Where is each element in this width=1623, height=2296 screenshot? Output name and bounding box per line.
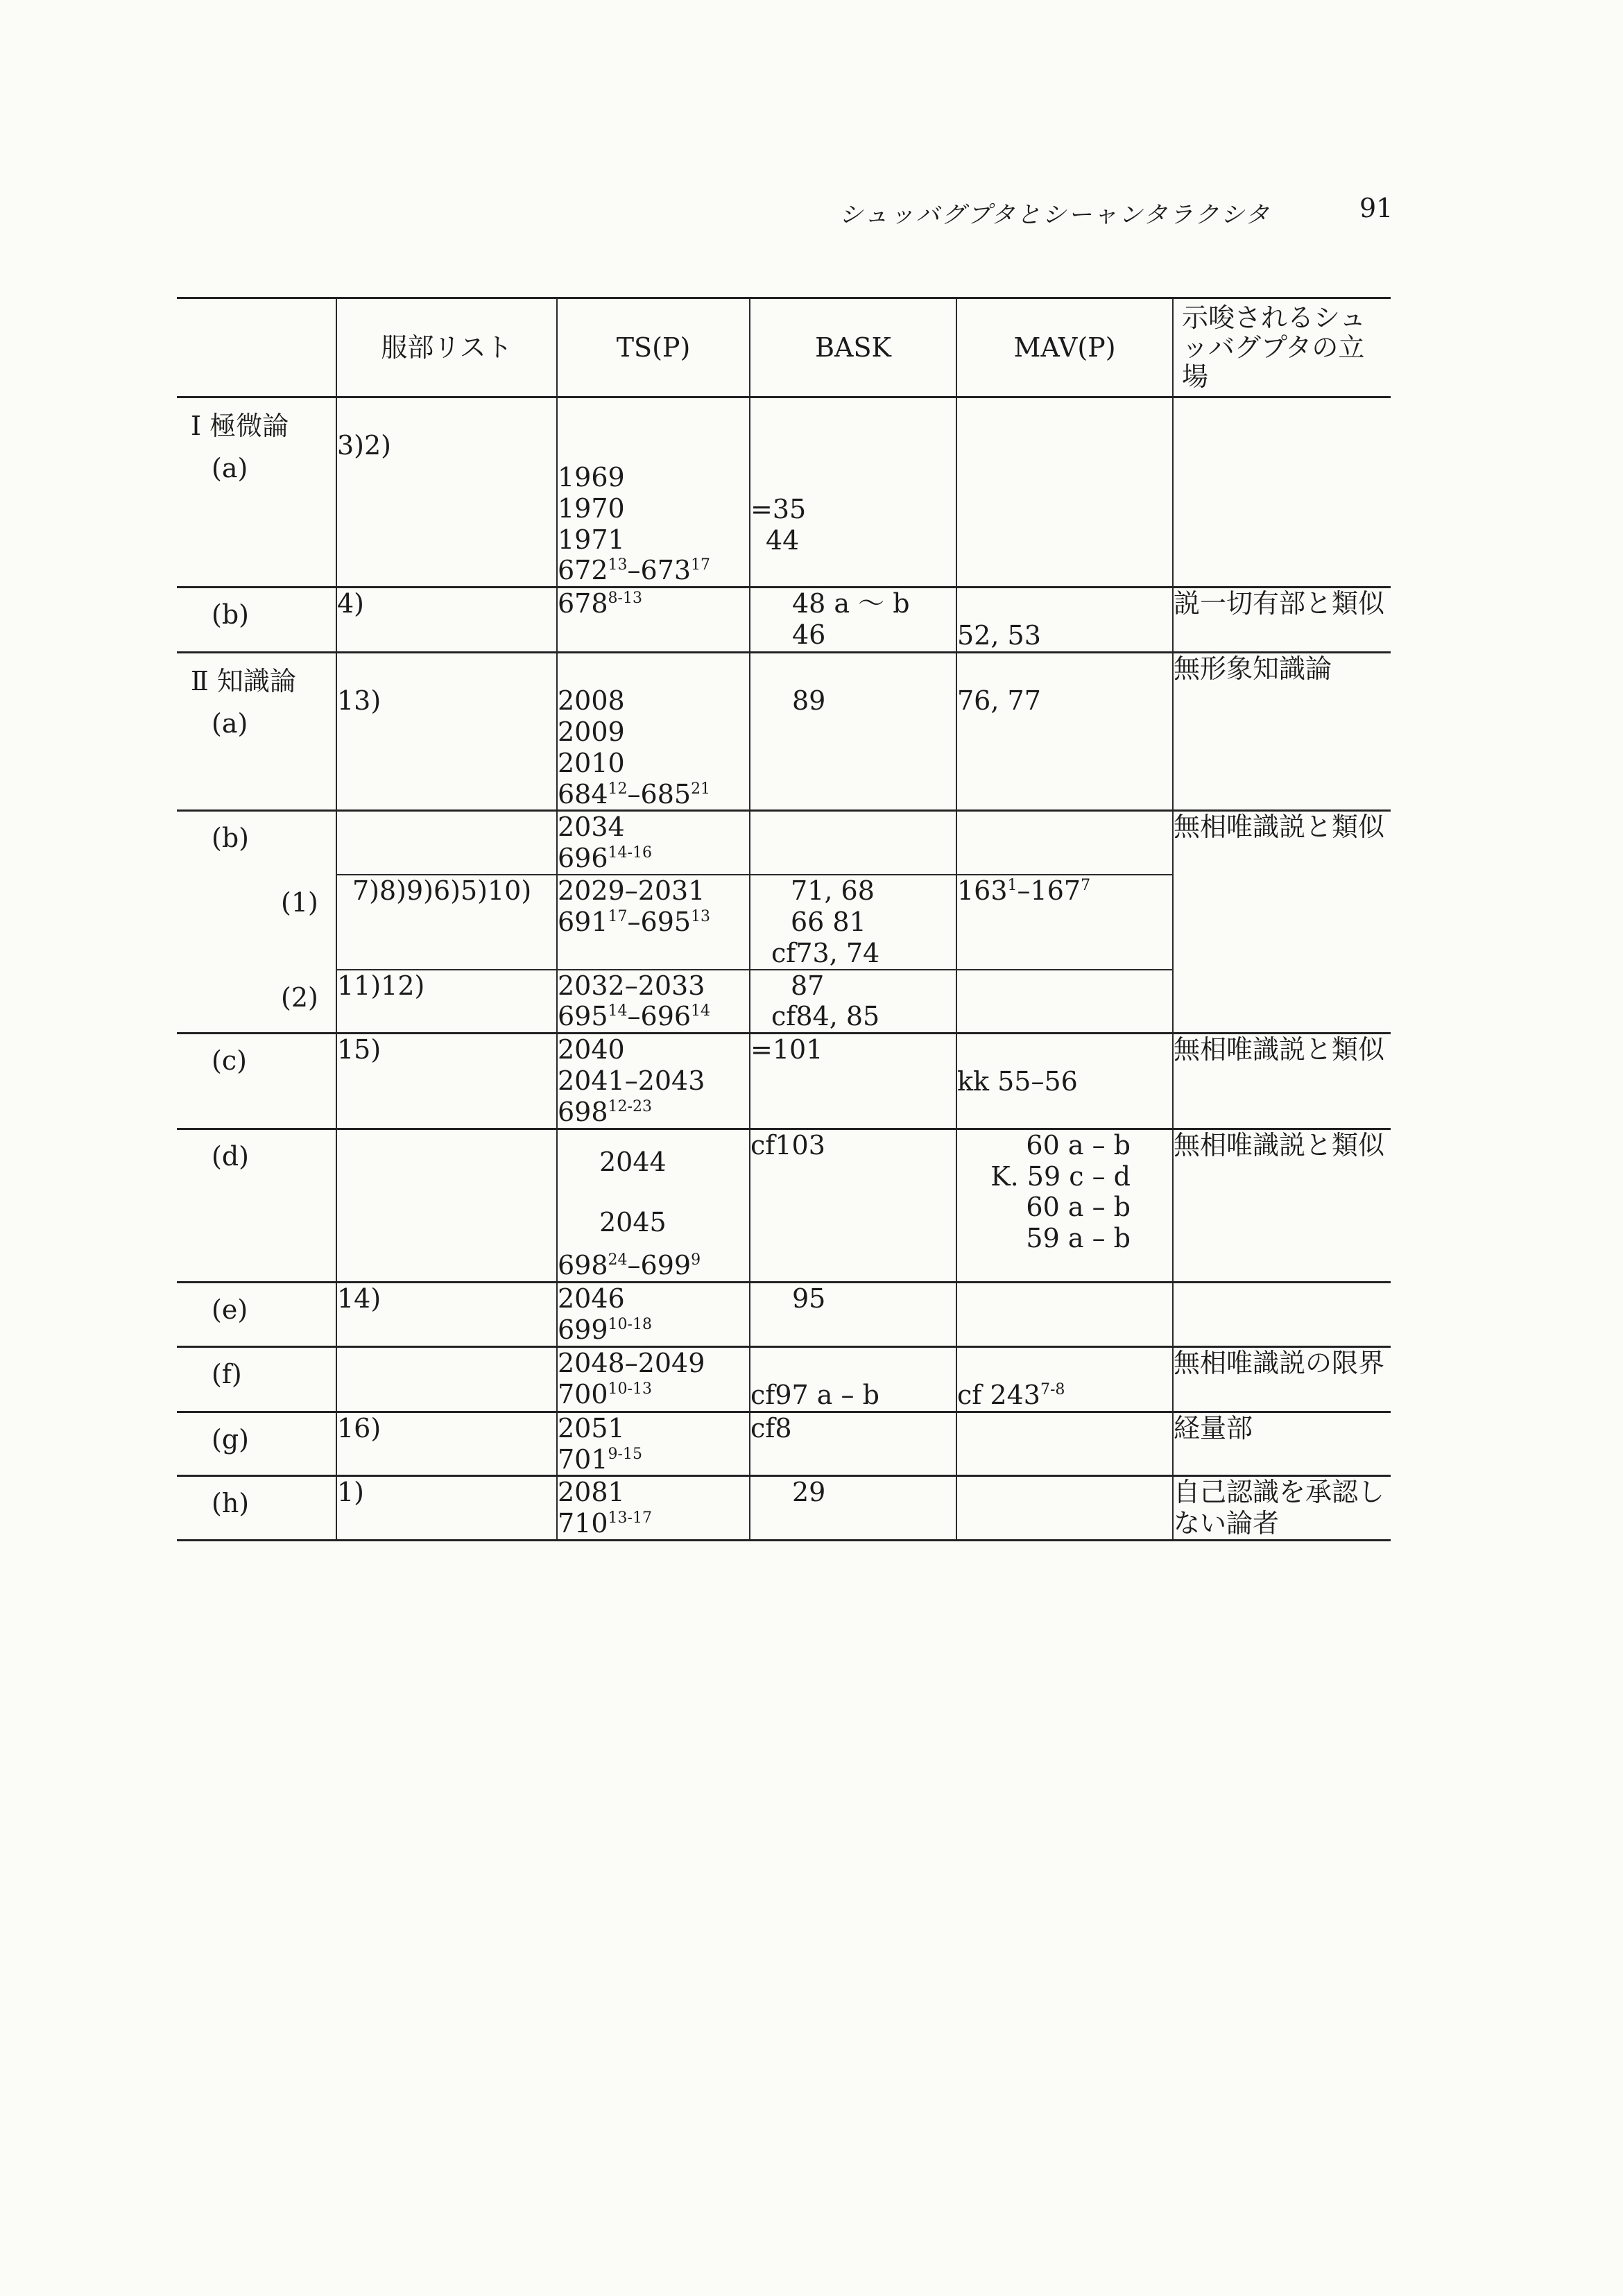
header-mav: MAV(P) <box>956 298 1173 397</box>
row-label-cell <box>177 1283 336 1347</box>
row-label: (e) <box>212 1294 248 1326</box>
row-label: (a) <box>212 452 248 483</box>
table-row <box>177 588 1391 653</box>
ts-value: 2009 <box>558 716 625 747</box>
ts-value: 2044 <box>599 1146 667 1177</box>
ts-value: 2029–2031 <box>558 875 705 907</box>
ts-page-ref: $684^{12}-685^{21}$ <box>558 778 711 809</box>
header-ts: TS(P) <box>557 298 750 397</box>
view-value: 無形象知識論 <box>1174 653 1332 685</box>
table-row <box>177 1346 1391 1412</box>
ts-value: 2045 <box>599 1206 667 1237</box>
page-number: 91 <box>1359 193 1393 223</box>
table-row <box>177 1283 1391 1347</box>
mav-value: 52, 53 <box>957 620 1041 651</box>
ts-value: 2051 <box>558 1412 625 1443</box>
bask-value: 66 81 <box>791 906 866 937</box>
bask-cell <box>750 653 956 811</box>
correspondence-table <box>177 297 1391 1541</box>
mav-cell <box>956 1283 1173 1347</box>
ts-value: 2010 <box>558 747 625 778</box>
section-title: Ⅰ 極微論 <box>191 411 289 441</box>
hattori-cell <box>336 1034 557 1129</box>
mav-cell <box>956 1129 1173 1282</box>
ts-page-ref: 696$^{14-16}$ <box>558 843 652 874</box>
hattori-cell <box>336 1476 557 1541</box>
ts-value: 2041–2043 <box>558 1065 705 1097</box>
bask-cell <box>750 811 956 875</box>
row-label: (a) <box>212 708 248 739</box>
ts-page-ref: 701$^{9-15}$ <box>558 1443 642 1475</box>
mav-cell <box>956 588 1173 653</box>
view-cell <box>1173 1476 1391 1541</box>
mav-cell <box>956 397 1173 588</box>
view-cell <box>1173 1283 1391 1347</box>
row-label: (2) <box>281 982 318 1013</box>
hattori-value: 15) <box>337 1034 381 1065</box>
row-label: (1) <box>281 887 318 918</box>
row-label-cell <box>177 1129 336 1282</box>
mav-cell <box>956 1476 1173 1541</box>
bask-value: 46 <box>792 619 826 651</box>
ts-cell <box>557 811 750 875</box>
header-suggested-view: 示唆されるシュッバグプタの立場 <box>1173 298 1391 397</box>
bask-cell <box>750 1034 956 1129</box>
bask-cell <box>750 970 956 1034</box>
bask-cell <box>750 397 956 588</box>
ts-cell <box>557 875 750 969</box>
hattori-value: 3)2) <box>337 430 392 461</box>
bask-value: cf84, 85 <box>771 1001 880 1032</box>
mav-value: 60 a – b <box>1026 1192 1131 1223</box>
ts-page-ref: 700$^{10-13}$ <box>558 1378 652 1410</box>
view-value: 無相唯識説と類似 <box>1174 1129 1385 1160</box>
bask-cell <box>750 875 956 969</box>
hattori-cell <box>336 970 557 1034</box>
view-value: 無相唯識説と類似 <box>1174 1034 1385 1065</box>
hattori-cell <box>336 811 557 875</box>
hattori-cell <box>336 653 557 811</box>
ts-value: 2034 <box>558 812 625 843</box>
row-label: (f) <box>212 1358 242 1389</box>
mav-cell <box>956 875 1173 969</box>
table-row <box>177 397 1391 588</box>
bask-cell <box>750 1476 956 1541</box>
bask-value: cf73, 74 <box>771 937 880 968</box>
bask-value: =35 <box>750 494 807 524</box>
table-row <box>177 1476 1391 1541</box>
row-label-cell <box>177 970 336 1034</box>
header-blank <box>177 298 336 397</box>
section-title: Ⅱ 知識論 <box>191 666 296 697</box>
view-cell <box>1173 588 1391 653</box>
table-row <box>177 1034 1391 1129</box>
mav-cell <box>956 811 1173 875</box>
hattori-value: 11)12) <box>337 970 425 1001</box>
hattori-cell <box>336 1283 557 1347</box>
mav-value: 59 a – b <box>1026 1223 1131 1254</box>
view-cell <box>1173 1346 1391 1412</box>
ts-value: 2032–2033 <box>558 970 705 1001</box>
ts-cell <box>557 1129 750 1282</box>
bask-cell <box>750 1129 956 1282</box>
mav-value: 76, 77 <box>957 685 1041 717</box>
view-value: 経量部 <box>1174 1412 1253 1443</box>
mav-value: 60 a – b <box>1026 1129 1131 1160</box>
ts-value: 2046 <box>558 1283 625 1314</box>
mav-page-ref: $163^1-167^7$ <box>957 875 1091 907</box>
row-label: (h) <box>212 1488 250 1519</box>
ts-value: 1970 <box>558 492 625 524</box>
hattori-cell <box>336 397 557 588</box>
bask-value: 71, 68 <box>791 875 875 907</box>
view-cell <box>1173 397 1391 588</box>
mav-page-ref: cf 243$^{7-8}$ <box>957 1379 1065 1410</box>
bask-cell <box>750 1283 956 1347</box>
bask-value: =101 <box>750 1034 823 1065</box>
ts-page-ref: $691^{17}-695^{13}$ <box>558 906 711 937</box>
ts-cell <box>557 588 750 653</box>
bask-value: 44 <box>766 524 800 556</box>
hattori-cell <box>336 1412 557 1476</box>
bask-value: cf97 a – b <box>750 1379 879 1410</box>
bask-value: 48 a ～ b <box>792 588 910 619</box>
header-hattori-list: 服部リスト <box>336 298 557 397</box>
ts-value: 2040 <box>558 1034 625 1065</box>
ts-value: 2081 <box>558 1477 625 1508</box>
row-label-cell <box>177 1476 336 1541</box>
ts-page-ref: $695^{14}-696^{14}$ <box>558 1001 711 1032</box>
hattori-cell <box>336 875 557 969</box>
table-header-row <box>177 298 1391 397</box>
view-cell <box>1173 1034 1391 1129</box>
bask-value: 87 <box>791 970 825 1001</box>
ts-page-ref: 699$^{10-18}$ <box>558 1314 652 1346</box>
hattori-cell <box>336 588 557 653</box>
view-value: 無相唯識説の限界 <box>1174 1347 1385 1378</box>
bask-value: cf8 <box>750 1412 792 1443</box>
row-label-cell <box>177 588 336 653</box>
hattori-value: 13) <box>337 685 381 717</box>
table-row <box>177 1412 1391 1476</box>
table-row <box>177 1129 1391 1282</box>
hattori-value: 16) <box>337 1412 381 1443</box>
row-label-cell <box>177 811 336 875</box>
row-label: (b) <box>212 823 249 854</box>
bask-value: 89 <box>792 685 826 717</box>
ts-cell <box>557 1346 750 1412</box>
view-cell <box>1173 811 1391 1034</box>
ts-cell <box>557 653 750 811</box>
mav-cell <box>956 1412 1173 1476</box>
hattori-cell <box>336 1129 557 1282</box>
view-value: 自己認識を承認しない論者 <box>1174 1477 1385 1539</box>
mav-value: K. 59 c – d <box>990 1160 1131 1192</box>
mav-cell <box>956 653 1173 811</box>
table-row <box>177 811 1391 875</box>
row-label-cell <box>177 1412 336 1476</box>
ts-cell <box>557 1412 750 1476</box>
view-cell <box>1173 1412 1391 1476</box>
view-cell <box>1173 653 1391 811</box>
row-label-cell <box>177 653 336 811</box>
bask-cell <box>750 1412 956 1476</box>
hattori-value: 7)8)9)6)5)10) <box>352 875 532 907</box>
mav-value: kk 55–56 <box>957 1066 1078 1097</box>
ts-cell <box>557 1034 750 1129</box>
bask-cell <box>750 588 956 653</box>
ts-cell <box>557 1476 750 1541</box>
ts-page-ref: 710$^{13-17}$ <box>558 1508 652 1539</box>
view-value: 説一切有部と類似 <box>1174 588 1385 619</box>
ts-value: 2048–2049 <box>558 1347 705 1378</box>
row-label-cell <box>177 875 336 969</box>
row-label: (c) <box>212 1045 247 1077</box>
row-label: (d) <box>212 1140 249 1172</box>
mav-cell <box>956 970 1173 1034</box>
ts-page-ref: $698^{24}-699^9$ <box>558 1250 701 1281</box>
bask-value: 29 <box>792 1477 826 1508</box>
row-label: (b) <box>212 599 249 631</box>
bask-cell <box>750 1346 956 1412</box>
ts-cell <box>557 397 750 588</box>
row-label-cell <box>177 1346 336 1412</box>
ts-cell <box>557 1283 750 1347</box>
header-bask: BASK <box>750 298 956 397</box>
ts-page-ref: 698$^{12-23}$ <box>558 1096 652 1127</box>
ts-value: 2008 <box>558 685 625 717</box>
table-row <box>177 653 1391 811</box>
ts-cell <box>557 970 750 1034</box>
row-label-cell <box>177 397 336 588</box>
hattori-value: 14) <box>337 1283 381 1314</box>
mav-cell <box>956 1346 1173 1412</box>
ts-page-ref: 678$^{8-13}$ <box>558 588 642 619</box>
ts-value: 1971 <box>558 524 625 555</box>
row-label-cell <box>177 1034 336 1129</box>
hattori-cell <box>336 1346 557 1412</box>
ts-value: 1969 <box>558 462 625 492</box>
hattori-value: 1) <box>337 1477 365 1508</box>
bask-value: cf103 <box>750 1129 825 1160</box>
view-value: 無相唯識説と類似 <box>1174 812 1385 843</box>
row-label: (g) <box>212 1423 249 1455</box>
mav-cell <box>956 1034 1173 1129</box>
ts-page-ref: $672^{13}-673^{17}$ <box>558 555 711 586</box>
hattori-value: 4) <box>337 588 365 619</box>
bask-value: 95 <box>792 1283 826 1314</box>
view-cell <box>1173 1129 1391 1282</box>
running-head: シュッバグプタとシーャンタラクシタ <box>839 201 1271 229</box>
